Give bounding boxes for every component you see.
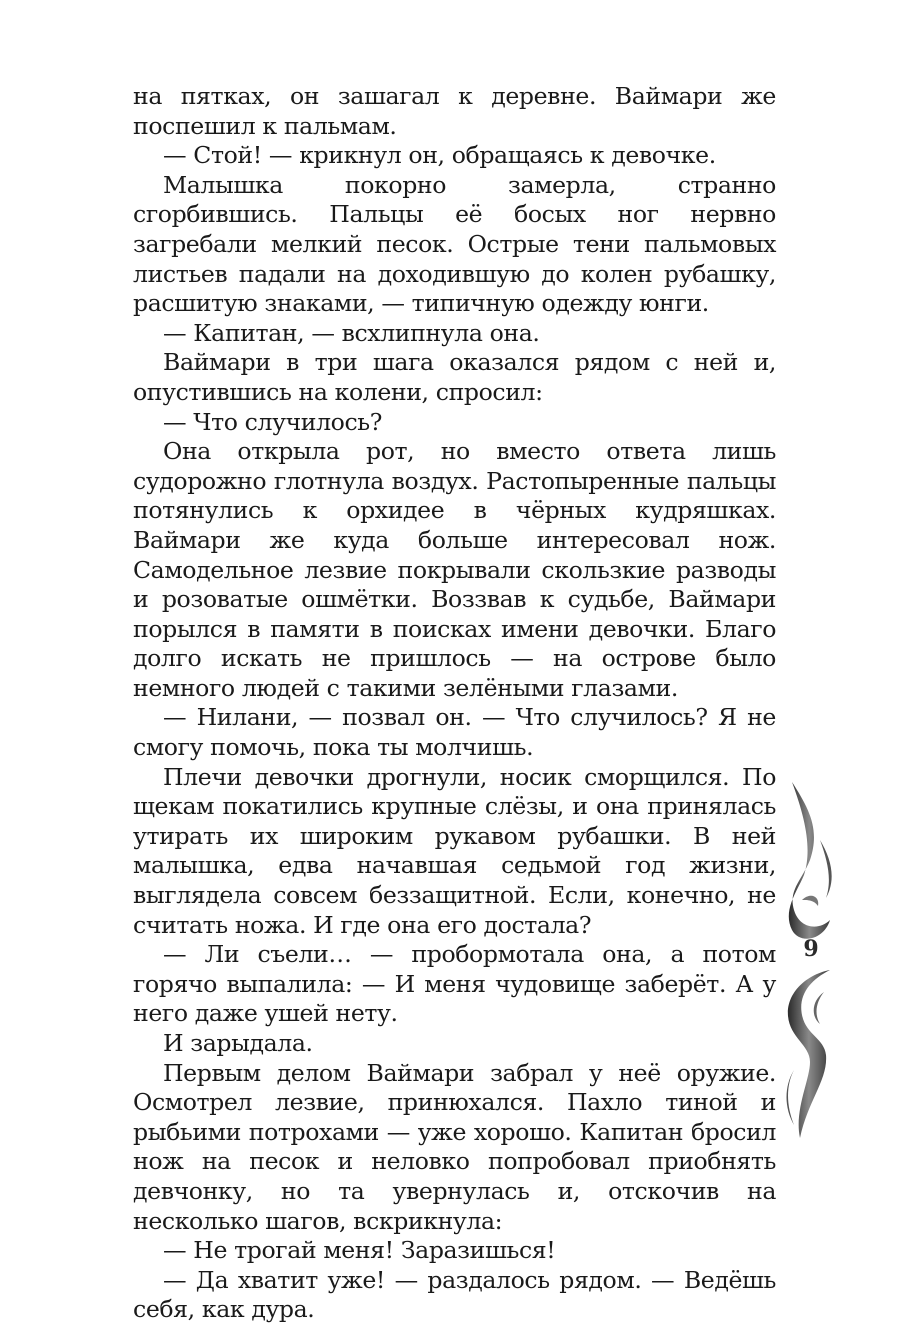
- paragraph-7: Она открыла рот, но вместо ответа лишь судорожно глотнула воздух. Растопыренные пальцы потянулись к орхидее в чёрных кудряшках. Ваймари же куда больше интересовал нож. Самодельное лезвие покрывали скользкие разводы и розоватые ошмётки. Воззвав к судьбе, Ваймари порылся в памяти в поисках имени девочки. Благо долго искать не пришлось — на острове было немного людей с такими зелёными глазами.: [133, 437, 776, 702]
- paragraph-10: — Ли съели… — пробормотала она, а потом горячо выпалила: — И меня чудовище заберёт. А у него даже ушей нету.: [133, 940, 776, 1028]
- paragraph-6: — Что случилось?: [163, 407, 382, 436]
- page-number: 9: [803, 936, 819, 962]
- paragraph-14: — Да хватит уже! — раздалось рядом. — Ведёшь себя, как дура.: [133, 1265, 776, 1324]
- paragraph-1: на пятках, он зашагал к деревне. Ваймари же поспешил к пальмам.: [133, 82, 776, 140]
- paragraph-3: Малышка покорно замерла, странно сгорбившись. Пальцы её босых ног нервно загребали мелкий песок. Острые тени пальмовых листьев падали на доходившую до колен рубашку, расшитую знаками, — типичную одежду юнги.: [133, 170, 776, 318]
- paragraph-5: Ваймари в три шага оказался рядом с ней и, опустившись на колени, спросил:: [133, 348, 776, 406]
- paragraph-11: И зарыдала.: [163, 1029, 313, 1057]
- paragraph-4: — Капитан, — всхлипнула она.: [163, 318, 540, 347]
- paragraph-13: — Не трогай меня! Заразишься!: [163, 1236, 556, 1265]
- paragraph-12: Первым делом Ваймари забрал у неё оружие. Осмотрел лезвие, принюхался. Пахло тиной и рыбьими потрохами — уже хорошо. Капитан бросил нож на песок и неловко попробовал приобнять девчонку, но та увернулась и, отскочив на несколько шагов, вскрикнула:: [133, 1058, 776, 1235]
- paragraph-9: Плечи девочки дрогнули, носик сморщился. По щекам покатились крупные слёзы, и она принялась утирать их широким рукавом рубашки. В ней малышка, едва начавшая седьмой год жизни, выглядела совсем беззащитной. Если, конечно, не считать ножа. И где она его достала?: [133, 762, 776, 939]
- paragraph-8: — Нилани, — позвал он. — Что случилось? Я не смогу помочь, пока ты молчишь.: [133, 703, 776, 762]
- page-body-text: [133, 82, 776, 1325]
- paragraph-2: — Стой! — крикнул он, обращаясь к девочке.: [163, 141, 716, 170]
